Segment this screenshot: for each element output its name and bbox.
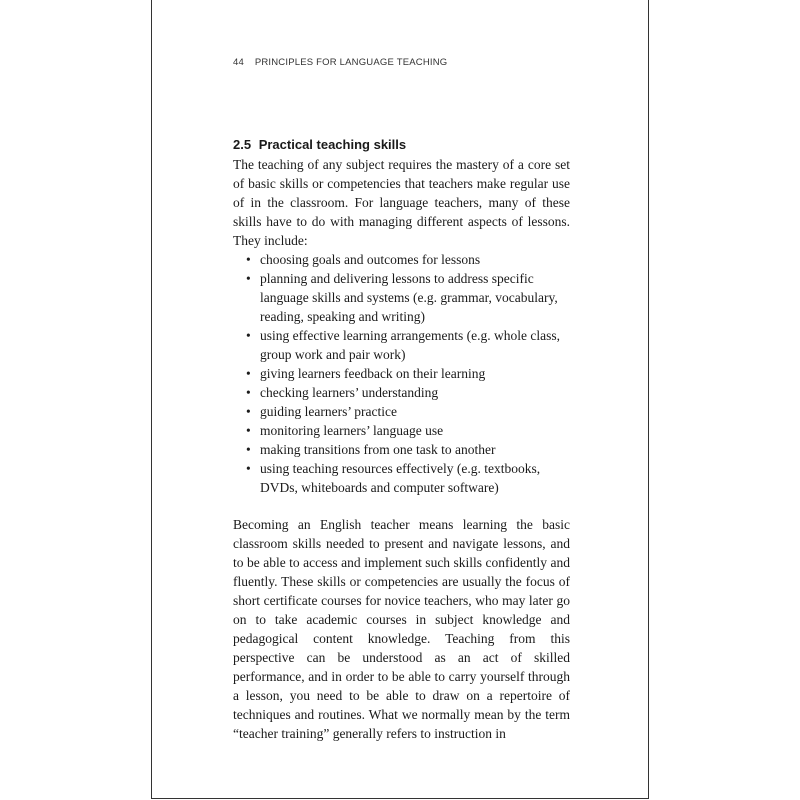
intro-paragraph: The teaching of any subject requires the mastery of a core set of basic skills or competencies that teachers make regular use of in the classroom. For language teachers, many of these skills have to do with managing different aspects of lessons. They include:	[233, 157, 570, 248]
list-item: • checking learners’ understanding	[260, 383, 570, 402]
running-title: PRINCIPLES FOR LANGUAGE TEACHING	[254, 57, 448, 68]
list-item: • using teaching resources effectively (e.g. textbooks, DVDs, whiteboards and computer software)	[260, 459, 570, 497]
list-item: • making transitions from one task to another	[260, 440, 570, 459]
list-item: • using effective learning arrangements (e.g. whole class, group work and pair work)	[260, 326, 570, 364]
list-item: • giving learners feedback on their learning	[260, 364, 570, 383]
book-page	[151, 0, 649, 799]
section-title: Practical teaching skills	[258, 137, 407, 152]
list-item: • planning and delivering lessons to address specific language skills and systems (e.g. grammar, vocabulary, reading, speaking and writing)	[260, 269, 570, 326]
page-content	[233, 137, 570, 743]
page-number: 44	[233, 57, 244, 68]
running-header	[233, 57, 447, 68]
list-item: • guiding learners’ practice	[260, 402, 570, 421]
list-item: • choosing goals and outcomes for lessons	[260, 250, 570, 269]
section-heading	[233, 137, 570, 152]
section-number: 2.5	[233, 137, 252, 152]
list-item: • monitoring learners’ language use	[260, 421, 570, 440]
body-paragraph: Becoming an English teacher means learning the basic classroom skills needed to present and navigate lessons, and to be able to access and implement such skills confidently and fluently. These skills or competencies are usually the focus of short certificate courses for novice teachers, who may later go on to take academic courses in subject knowledge and pedagogical content knowledge. Teaching from this perspective can be understood as an act of skilled performance, and in order to be able to carry yourself through a lesson, you need to be able to draw on a repertoire of techniques and routines. What we normally mean by the term “teacher training” generally refers to instruction in	[233, 517, 570, 741]
skills-list	[233, 250, 570, 497]
